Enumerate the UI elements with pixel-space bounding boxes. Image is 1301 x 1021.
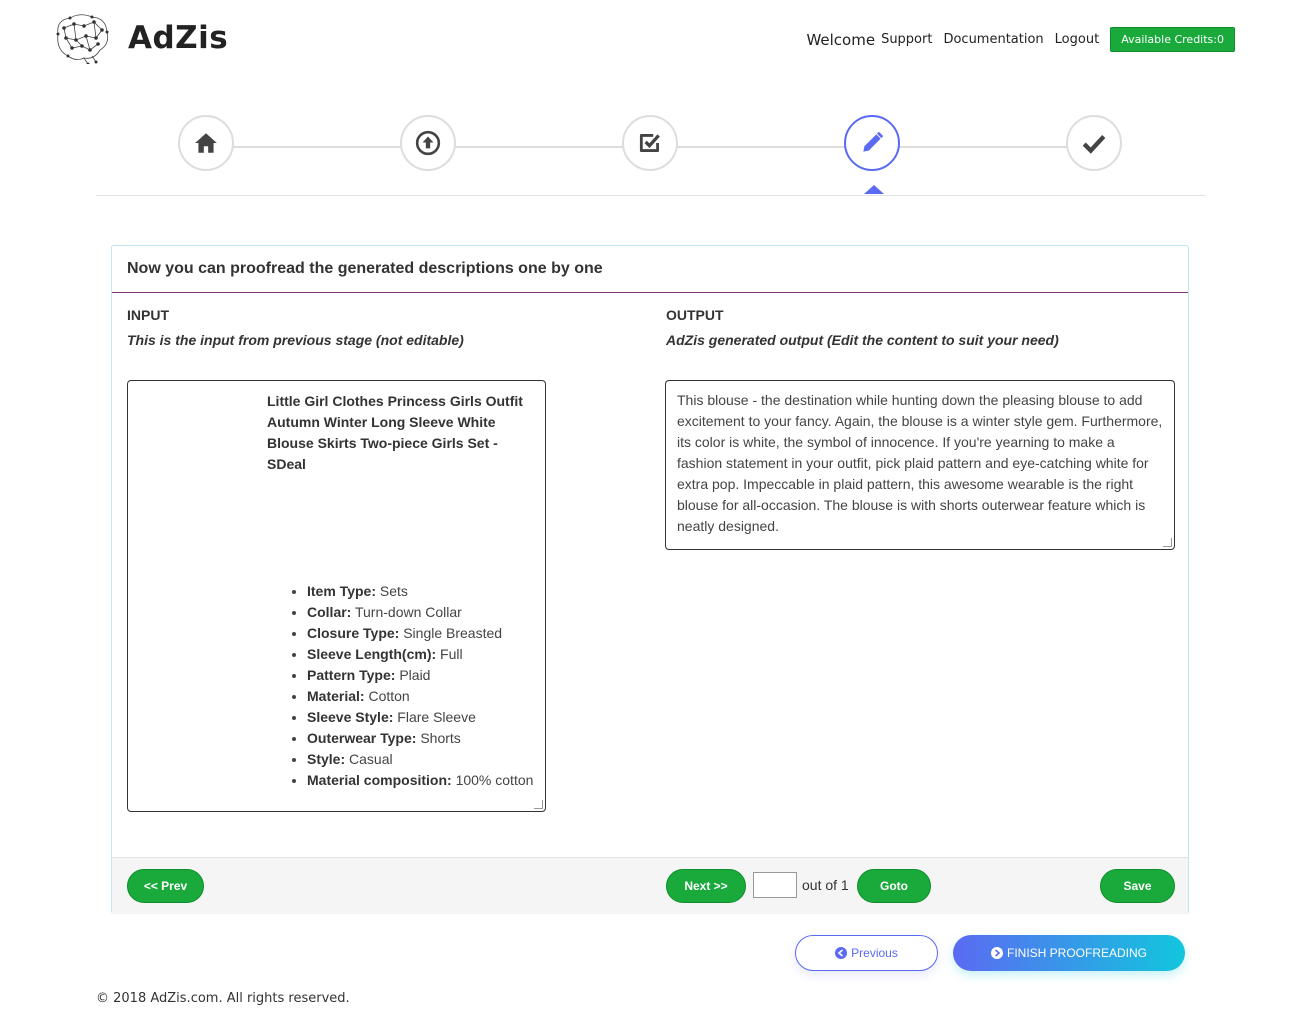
step-review[interactable] xyxy=(622,115,678,171)
attribute-value: Shorts xyxy=(420,730,461,746)
previous-step-button[interactable] xyxy=(795,935,938,971)
attribute-label: Item Type: xyxy=(307,583,376,599)
attribute-label: Material: xyxy=(307,688,365,704)
resize-handle[interactable] xyxy=(1163,538,1172,547)
proofread-panel xyxy=(111,245,1189,914)
finish-proofreading-label: FINISH PROOFREADING xyxy=(1006,946,1147,960)
attribute-value: Casual xyxy=(349,751,393,767)
attribute-label: Pattern Type: xyxy=(307,667,396,683)
attribute-value: Turn-down Collar xyxy=(354,604,462,620)
list-item xyxy=(307,749,533,770)
logo-text: AdZis xyxy=(128,20,229,56)
panel-footer xyxy=(112,857,1188,914)
pencil-icon xyxy=(859,130,885,156)
logout-link[interactable]: Logout xyxy=(1054,32,1100,47)
step-home[interactable] xyxy=(178,115,234,171)
list-item xyxy=(307,686,533,707)
attribute-label: Collar: xyxy=(307,604,352,620)
finish-proofreading-button[interactable] xyxy=(953,935,1185,971)
list-item xyxy=(307,581,533,602)
step-proofread[interactable] xyxy=(844,115,900,171)
logo[interactable] xyxy=(50,12,228,64)
checkbox-icon xyxy=(637,130,663,156)
list-item xyxy=(307,665,533,686)
copyright-text: © 2018 AdZis.com. All rights reserved. xyxy=(96,991,350,1006)
list-item xyxy=(307,644,533,665)
page-number-input[interactable] xyxy=(753,872,797,898)
product-title: Little Girl Clothes Princess Girls Outfit Autumn Winter Long Sleeve White Blouse Skirts Two-piece Girls Set - SDeal xyxy=(267,393,523,472)
input-box xyxy=(127,380,546,812)
progress-stepper xyxy=(96,115,1206,196)
attribute-value: Single Breasted xyxy=(403,625,503,641)
step-upload[interactable] xyxy=(400,115,456,171)
attribute-label: Sleeve Style: xyxy=(307,709,394,725)
active-step-caret xyxy=(864,185,884,194)
documentation-link[interactable]: Documentation xyxy=(943,32,1044,47)
top-nav xyxy=(806,27,1235,52)
upload-icon xyxy=(415,130,441,156)
save-button[interactable]: Save xyxy=(1100,869,1175,903)
resize-handle[interactable] xyxy=(534,800,543,809)
support-link[interactable]: Support xyxy=(881,32,933,47)
arrow-left-circle-icon xyxy=(835,947,847,959)
attribute-value: Plaid xyxy=(399,667,431,683)
attribute-label: Closure Type: xyxy=(307,625,400,641)
attribute-value: 100% cotton xyxy=(455,772,534,788)
welcome-text: Welcome xyxy=(806,30,876,49)
output-title: OUTPUT xyxy=(666,307,724,323)
attribute-list xyxy=(288,581,533,791)
prev-button[interactable]: << Prev xyxy=(127,869,204,903)
list-item xyxy=(307,728,533,749)
page-count-text: out of 1 xyxy=(802,877,849,893)
attribute-value: Flare Sleeve xyxy=(397,709,476,725)
arrow-right-circle-icon xyxy=(991,947,1003,959)
attribute-value: Full xyxy=(440,646,463,662)
input-title: INPUT xyxy=(127,307,169,323)
attribute-label: Material composition: xyxy=(307,772,452,788)
attribute-label: Outerwear Type: xyxy=(307,730,417,746)
credits-badge[interactable]: Available Credits:0 xyxy=(1110,27,1235,52)
output-textarea[interactable] xyxy=(665,380,1175,550)
goto-button[interactable]: Goto xyxy=(857,869,931,903)
brain-logo-icon xyxy=(50,12,112,64)
home-icon xyxy=(193,130,219,156)
next-button[interactable]: Next >> xyxy=(666,869,746,903)
panel-heading: Now you can proofread the generated descriptions one by one xyxy=(112,246,1188,293)
list-item xyxy=(307,707,533,728)
attribute-label: Sleeve Length(cm): xyxy=(307,646,437,662)
previous-step-label: Previous xyxy=(851,946,898,960)
step-finish[interactable] xyxy=(1066,115,1122,171)
list-item xyxy=(307,623,533,644)
output-subtitle: AdZis generated output (Edit the content to suit your need) xyxy=(666,332,1059,348)
list-item xyxy=(307,770,533,791)
attribute-label: Style: xyxy=(307,751,346,767)
output-text: This blouse - the destination while hunting down the pleasing blouse to add excitement to your fancy. Again, the blouse is a winter style gem. Furthermore, its color is white, the symbol of innocence. If you're yearning to make a fashion statement in your outfit, pick plaid pattern and eye-catching white for extra pop. Impeccable in plaid pattern, this awesome wearable is the right blouse for all-occasion. The blouse is with shorts outerwear feature which is neatly designed. xyxy=(677,392,1163,534)
attribute-value: Sets xyxy=(379,583,408,599)
list-item xyxy=(307,602,533,623)
input-subtitle: This is the input from previous stage (not editable) xyxy=(127,332,464,348)
attribute-value: Cotton xyxy=(368,688,410,704)
checkmark-icon xyxy=(1081,130,1107,156)
